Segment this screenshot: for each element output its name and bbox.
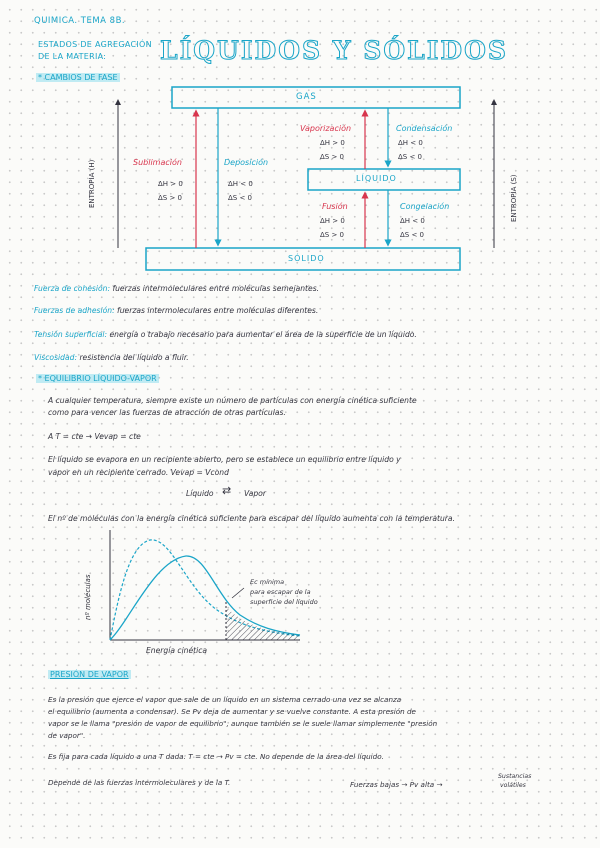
equilibrium-paragraph-1-line-1: A cualquier temperatura, siempre existe un número de partículas con energía cinética suficiente	[48, 396, 417, 405]
vaporization-label: Vaporización	[300, 124, 352, 133]
note-pointer	[232, 588, 244, 598]
sublimation-ds: ΔS > 0	[158, 194, 183, 202]
fusion-ds: ΔS > 0	[320, 231, 345, 239]
equilibrium-paragraph-1-line-2: como para vencer las fuerzas de atracción de otras partículas.	[48, 408, 286, 417]
equilibrium-liquid-label: Líquido	[186, 489, 214, 498]
course-label: QUIMICA. TEMA 8B.	[34, 16, 126, 26]
vapor-pressure-line-2: el equilibrio (aumenta a condensar). Se Pv deja de aumentar y se vuelve constante. A esta presión de	[48, 707, 416, 716]
left-axis-label: ENTROPÍA (H)	[88, 159, 96, 208]
freezing-label: Congelación	[400, 202, 450, 211]
condensation-label: Condensación	[396, 124, 453, 133]
graph-note-line-2: para escapar de la	[250, 588, 311, 596]
graph-note-line-3: superficie del líquido	[250, 598, 318, 606]
vapor-pressure-line-3: vapor se le llama "presión de vapor de equilibrio", aunque también se le suele llamar simplemente "presión	[48, 719, 438, 728]
equilibrium-paragraph-3: El nº de moléculas con la energía cinética suficiente para escapar del líquido aumenta con la temperatura.	[48, 514, 455, 523]
vapor-pressure-line-5: Es fija para cada líquido a una T dada: T = cte → Pv = cte. No depende de la área del líquido.	[48, 752, 384, 761]
definition-adhesion: Fuerzas de adhesión: fuerzas intermoleculares entre moléculas diferentes.	[34, 306, 319, 315]
deposition-ds: ΔS < 0	[228, 194, 253, 202]
definition-cohesion: Fuerza de cohesión: fuerzas intermoleculares entre moléculas semejantes.	[34, 284, 320, 293]
section-heading-phase-changes: * CAMBIOS DE FASE	[38, 73, 118, 82]
equilibrium-formula-1: A T = cte → Vevap = cte	[48, 432, 141, 441]
sublimation-dh: ΔH > 0	[158, 180, 183, 188]
definition-surface-tension: Tensión superficial: energía o trabajo necesario para aumentar el área de la superficie de un líquido.	[34, 330, 417, 339]
fusion-dh: ΔH > 0	[320, 217, 345, 225]
topic-line-2: DE LA MATERIA:	[38, 52, 107, 61]
fusion-label: Fusión	[322, 202, 348, 211]
topic-line-1: ESTADOS DE AGREGACIÓN	[38, 40, 152, 49]
equilibrium-paragraph-2-line-1: El líquido se evapora en un recipiente abierto, pero se establece un equilibrio entre líquido y	[48, 455, 401, 464]
freezing-ds: ΔS < 0	[400, 231, 425, 239]
solid-label: SÓLIDO	[288, 254, 325, 263]
page-title: LÍQUIDOS Y SÓLIDOS	[160, 36, 508, 65]
sublimation-label: Sublimación	[133, 158, 182, 167]
vaporization-ds: ΔS > 0	[320, 153, 345, 161]
condensation-dh: ΔH < 0	[398, 139, 423, 147]
vaporization-dh: ΔH > 0	[320, 139, 345, 147]
equilibrium-paragraph-2-line-2: vapor en un recipiente cerrado. Vevap = Vcond	[48, 468, 229, 477]
vapor-pressure-low-forces: Fuerzas bajas → Pv alta →	[350, 780, 443, 789]
deposition-label: Deposición	[224, 158, 269, 167]
right-axis-label: ENTROPÍA (S)	[510, 174, 518, 222]
vapor-pressure-line-4: de vapor".	[48, 731, 86, 740]
vapor-pressure-line-6: Depende de las fuerzas intermoleculares y de la T.	[48, 778, 231, 787]
hatched-region	[226, 607, 300, 640]
definition-viscosity: Viscosidad: resistencia del líquido a fluir.	[34, 353, 189, 362]
deposition-dh: ΔH < 0	[228, 180, 253, 188]
vapor-pressure-line-1: Es la presión que ejerce el vapor que sale de un líquido en un sistema cerrado una vez se alcanza	[48, 695, 402, 704]
condensation-ds: ΔS < 0	[398, 153, 423, 161]
section-heading-vapor-pressure: PRESIÓN DE VAPOR	[50, 670, 129, 679]
equilibrium-vapor-label: Vapor	[244, 489, 266, 498]
volatile-label-line-2: volátiles	[500, 782, 526, 789]
graph-note-line-1: Ec mínima	[250, 578, 285, 586]
freezing-dh: ΔH < 0	[400, 217, 425, 225]
volatile-label-line-1: Sustancias	[498, 773, 532, 780]
gas-label: GAS	[296, 92, 317, 102]
equilibrium-arrows-icon: ⇄	[222, 484, 232, 497]
graph-x-label: Energía cinética	[146, 646, 208, 655]
graph-y-label: nº moléculas	[84, 574, 92, 620]
liquid-label: LÍQUIDO	[356, 174, 397, 183]
section-heading-equilibrium: * EQUILIBRIO LÍQUIDO-VAPOR	[38, 374, 157, 383]
